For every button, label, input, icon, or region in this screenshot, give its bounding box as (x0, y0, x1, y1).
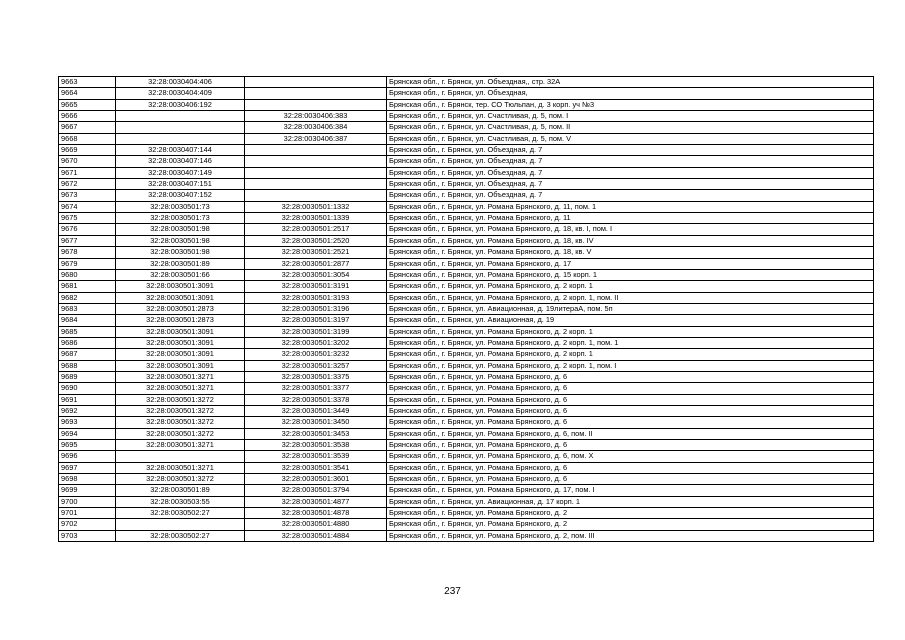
table-row (59, 349, 874, 360)
row-number-cell: 9678 (59, 247, 116, 258)
object-number-cell: 32:28:0030501:3449 (245, 405, 387, 416)
row-number-cell: 9674 (59, 201, 116, 212)
object-number-cell (245, 77, 387, 88)
address-cell: Брянская обл., г. Брянск, тер. СО Тюльпан, д. 3 корп. уч №3 (387, 99, 874, 110)
object-number-cell: 32:28:0030501:4878 (245, 508, 387, 519)
table-row (59, 440, 874, 451)
object-number-cell: 32:28:0030501:2517 (245, 224, 387, 235)
table-row (59, 190, 874, 201)
cadastral-number-cell: 32:28:0030501:3091 (116, 337, 245, 348)
address-cell: Брянская обл., г. Брянск, ул. Романа Брянского, д. 18, кв. V (387, 247, 874, 258)
object-number-cell (245, 145, 387, 156)
row-number-cell: 9696 (59, 451, 116, 462)
address-cell: Брянская обл., г. Брянск, ул. Романа Брянского, д. 11 (387, 213, 874, 224)
cadastral-number-cell: 32:28:0030501:98 (116, 235, 245, 246)
address-cell: Брянская обл., г. Брянск, ул. Объездная, д. 7 (387, 179, 874, 190)
table-row (59, 292, 874, 303)
table-row (59, 417, 874, 428)
address-cell: Брянская обл., г. Брянск, ул. Романа Брянского, д. 2 корп. 1 (387, 326, 874, 337)
table-row (59, 303, 874, 314)
address-cell: Брянская обл., г. Брянск, ул. Романа Брянского, д. 6 (387, 474, 874, 485)
cadastral-number-cell: 32:28:0030407:149 (116, 167, 245, 178)
object-number-cell: 32:28:0030501:3450 (245, 417, 387, 428)
table-row (59, 462, 874, 473)
table-row (59, 371, 874, 382)
object-number-cell: 32:28:0030501:3538 (245, 440, 387, 451)
cadastral-number-cell: 32:28:0030501:98 (116, 247, 245, 258)
object-number-cell: 32:28:0030406:387 (245, 133, 387, 144)
object-number-cell: 32:28:0030501:1339 (245, 213, 387, 224)
row-number-cell: 9675 (59, 213, 116, 224)
object-number-cell: 32:28:0030406:384 (245, 122, 387, 133)
object-number-cell: 32:28:0030501:3199 (245, 326, 387, 337)
object-number-cell: 32:28:0030501:3202 (245, 337, 387, 348)
cadastral-number-cell: 32:28:0030501:2873 (116, 315, 245, 326)
cadastral-number-cell: 32:28:0030501:3271 (116, 462, 245, 473)
address-cell: Брянская обл., г. Брянск, ул. Счастливая, д. 5, пом. II (387, 122, 874, 133)
row-number-cell: 9687 (59, 349, 116, 360)
row-number-cell: 9670 (59, 156, 116, 167)
cadastral-number-cell: 32:28:0030501:89 (116, 485, 245, 496)
cadastral-number-cell: 32:28:0030501:3091 (116, 292, 245, 303)
address-cell: Брянская обл., г. Брянск, ул. Объездная, д. 7 (387, 190, 874, 201)
object-number-cell: 32:28:0030501:3377 (245, 383, 387, 394)
address-cell: Брянская обл., г. Брянск, ул. Романа Брянского, д. 17 (387, 258, 874, 269)
address-cell: Брянская обл., г. Брянск, ул. Объездная,, стр. 32А (387, 77, 874, 88)
cadastral-number-cell: 32:28:0030407:152 (116, 190, 245, 201)
address-cell: Брянская обл., г. Брянск, ул. Объездная, д. 7 (387, 167, 874, 178)
address-cell: Брянская обл., г. Брянск, ул. Романа Брянского, д. 2 (387, 508, 874, 519)
table-row (59, 156, 874, 167)
row-number-cell: 9700 (59, 496, 116, 507)
row-number-cell: 9703 (59, 530, 116, 541)
address-cell: Брянская обл., г. Брянск, ул. Романа Брянского, д. 6, пом. II (387, 428, 874, 439)
page-number: 237 (444, 586, 461, 597)
table-row (59, 474, 874, 485)
row-number-cell: 9691 (59, 394, 116, 405)
table-row (59, 179, 874, 190)
cadastral-number-cell (116, 451, 245, 462)
cadastral-number-cell (116, 133, 245, 144)
address-cell: Брянская обл., г. Брянск, ул. Счастливая, д. 5, пом. V (387, 133, 874, 144)
address-cell: Брянская обл., г. Брянск, ул. Романа Брянского, д. 15 корп. 1 (387, 269, 874, 280)
cadastral-number-cell: 32:28:0030501:3272 (116, 428, 245, 439)
row-number-cell: 9682 (59, 292, 116, 303)
table-row (59, 383, 874, 394)
row-number-cell: 9667 (59, 122, 116, 133)
row-number-cell: 9676 (59, 224, 116, 235)
object-number-cell: 32:28:0030501:3232 (245, 349, 387, 360)
row-number-cell: 9677 (59, 235, 116, 246)
table-row (59, 269, 874, 280)
address-cell: Брянская обл., г. Брянск, ул. Романа Брянского, д. 18, кв. IV (387, 235, 874, 246)
table-row (59, 111, 874, 122)
row-number-cell: 9685 (59, 326, 116, 337)
object-number-cell (245, 99, 387, 110)
table-row (59, 428, 874, 439)
table-row (59, 77, 874, 88)
row-number-cell: 9673 (59, 190, 116, 201)
address-cell: Брянская обл., г. Брянск, ул. Объездная, д. 7 (387, 145, 874, 156)
cadastral-number-cell: 32:28:0030501:3091 (116, 326, 245, 337)
cadastral-number-cell: 32:28:0030501:3272 (116, 474, 245, 485)
cadastral-number-cell: 32:28:0030404:409 (116, 88, 245, 99)
cadastral-number-cell (116, 111, 245, 122)
object-number-cell: 32:28:0030501:3257 (245, 360, 387, 371)
object-number-cell: 32:28:0030501:4877 (245, 496, 387, 507)
cadastral-number-cell: 32:28:0030407:146 (116, 156, 245, 167)
address-cell: Брянская обл., г. Брянск, ул. Романа Брянского, д. 6 (387, 440, 874, 451)
row-number-cell: 9665 (59, 99, 116, 110)
address-cell: Брянская обл., г. Брянск, ул. Авиационная, д. 19 (387, 315, 874, 326)
cadastral-number-cell: 32:28:0030406:192 (116, 99, 245, 110)
row-number-cell: 9690 (59, 383, 116, 394)
address-cell: Брянская обл., г. Брянск, ул. Романа Брянского, д. 6 (387, 417, 874, 428)
address-cell: Брянская обл., г. Брянск, ул. Романа Брянского, д. 2 (387, 519, 874, 530)
cadastral-number-cell: 32:28:0030501:2873 (116, 303, 245, 314)
table-row (59, 394, 874, 405)
cadastral-number-cell: 32:28:0030501:3272 (116, 417, 245, 428)
table-row (59, 485, 874, 496)
address-cell: Брянская обл., г. Брянск, ул. Романа Брянского, д. 6 (387, 394, 874, 405)
address-cell: Брянская обл., г. Брянск, ул. Романа Брянского, д. 6 (387, 462, 874, 473)
row-number-cell: 9668 (59, 133, 116, 144)
row-number-cell: 9664 (59, 88, 116, 99)
row-number-cell: 9686 (59, 337, 116, 348)
table-row (59, 167, 874, 178)
object-number-cell: 32:28:0030501:3601 (245, 474, 387, 485)
address-cell: Брянская обл., г. Брянск, ул. Романа Брянского, д. 17, пом. I (387, 485, 874, 496)
row-number-cell: 9694 (59, 428, 116, 439)
table-row (59, 496, 874, 507)
object-number-cell: 32:28:0030501:3378 (245, 394, 387, 405)
registry-table (58, 76, 874, 542)
row-number-cell: 9692 (59, 405, 116, 416)
cadastral-number-cell: 32:28:0030502:27 (116, 530, 245, 541)
table-row (59, 315, 874, 326)
object-number-cell: 32:28:0030501:3375 (245, 371, 387, 382)
registry-table-body (59, 77, 874, 542)
object-number-cell: 32:28:0030501:3453 (245, 428, 387, 439)
object-number-cell: 32:28:0030501:3539 (245, 451, 387, 462)
address-cell: Брянская обл., г. Брянск, ул. Авиационная, д. 17 корп. 1 (387, 496, 874, 507)
cadastral-number-cell (116, 122, 245, 133)
row-number-cell: 9683 (59, 303, 116, 314)
cadastral-number-cell: 32:28:0030501:73 (116, 213, 245, 224)
object-number-cell: 32:28:0030501:4884 (245, 530, 387, 541)
address-cell: Брянская обл., г. Брянск, ул. Романа Брянского, д. 2, пом. III (387, 530, 874, 541)
object-number-cell (245, 167, 387, 178)
object-number-cell: 32:28:0030501:3541 (245, 462, 387, 473)
table-row (59, 99, 874, 110)
row-number-cell: 9681 (59, 281, 116, 292)
address-cell: Брянская обл., г. Брянск, ул. Объездная, д. 7 (387, 156, 874, 167)
row-number-cell: 9688 (59, 360, 116, 371)
row-number-cell: 9680 (59, 269, 116, 280)
row-number-cell: 9689 (59, 371, 116, 382)
address-cell: Брянская обл., г. Брянск, ул. Романа Брянского, д. 2 корп. 1 (387, 349, 874, 360)
cadastral-number-cell: 32:28:0030501:3271 (116, 440, 245, 451)
table-row (59, 201, 874, 212)
object-number-cell: 32:28:0030406:383 (245, 111, 387, 122)
table-row (59, 258, 874, 269)
object-number-cell: 32:28:0030501:2520 (245, 235, 387, 246)
row-number-cell: 9697 (59, 462, 116, 473)
cadastral-number-cell: 32:28:0030501:3091 (116, 360, 245, 371)
row-number-cell: 9666 (59, 111, 116, 122)
table-row (59, 235, 874, 246)
object-number-cell: 32:28:0030501:2521 (245, 247, 387, 258)
row-number-cell: 9663 (59, 77, 116, 88)
table-row (59, 337, 874, 348)
cadastral-number-cell: 32:28:0030501:66 (116, 269, 245, 280)
table-row (59, 530, 874, 541)
address-cell: Брянская обл., г. Брянск, ул. Романа Брянского, д. 2 корп. 1, пом. 1 (387, 337, 874, 348)
object-number-cell: 32:28:0030501:1332 (245, 201, 387, 212)
row-number-cell: 9702 (59, 519, 116, 530)
address-cell: Брянская обл., г. Брянск, ул. Романа Брянского, д. 2 корп. 1, пом. II (387, 292, 874, 303)
address-cell: Брянская обл., г. Брянск, ул. Романа Брянского, д. 6 (387, 405, 874, 416)
row-number-cell: 9679 (59, 258, 116, 269)
cadastral-number-cell: 32:28:0030501:3271 (116, 371, 245, 382)
row-number-cell: 9699 (59, 485, 116, 496)
table-row (59, 326, 874, 337)
row-number-cell: 9671 (59, 167, 116, 178)
object-number-cell: 32:28:0030501:3197 (245, 315, 387, 326)
address-cell: Брянская обл., г. Брянск, ул. Романа Брянского, д. 2 корп. 1, пом. I (387, 360, 874, 371)
cadastral-number-cell: 32:28:0030502:27 (116, 508, 245, 519)
object-number-cell (245, 88, 387, 99)
cadastral-number-cell: 32:28:0030501:89 (116, 258, 245, 269)
object-number-cell: 32:28:0030501:4880 (245, 519, 387, 530)
cadastral-number-cell: 32:28:0030407:144 (116, 145, 245, 156)
row-number-cell: 9669 (59, 145, 116, 156)
object-number-cell (245, 190, 387, 201)
address-cell: Брянская обл., г. Брянск, ул. Счастливая, д. 5, пом. I (387, 111, 874, 122)
table-row (59, 224, 874, 235)
table-row (59, 281, 874, 292)
address-cell: Брянская обл., г. Брянск, ул. Авиационная, д. 19литераА, пом. 5п (387, 303, 874, 314)
object-number-cell: 32:28:0030501:3193 (245, 292, 387, 303)
cadastral-number-cell: 32:28:0030503:55 (116, 496, 245, 507)
cadastral-number-cell: 32:28:0030501:73 (116, 201, 245, 212)
cadastral-number-cell: 32:28:0030501:3271 (116, 383, 245, 394)
cadastral-number-cell (116, 519, 245, 530)
table-row (59, 122, 874, 133)
object-number-cell: 32:28:0030501:3054 (245, 269, 387, 280)
row-number-cell: 9693 (59, 417, 116, 428)
address-cell: Брянская обл., г. Брянск, ул. Романа Брянского, д. 18, кв. I, пом. I (387, 224, 874, 235)
table-row (59, 451, 874, 462)
table-row (59, 145, 874, 156)
table-row (59, 405, 874, 416)
object-number-cell: 32:28:0030501:3191 (245, 281, 387, 292)
object-number-cell (245, 156, 387, 167)
address-cell: Брянская обл., г. Брянск, ул. Объездная, (387, 88, 874, 99)
table-row (59, 519, 874, 530)
cadastral-number-cell: 32:28:0030407:151 (116, 179, 245, 190)
table-row (59, 508, 874, 519)
address-cell: Брянская обл., г. Брянск, ул. Романа Брянского, д. 6 (387, 371, 874, 382)
row-number-cell: 9684 (59, 315, 116, 326)
object-number-cell (245, 179, 387, 190)
row-number-cell: 9698 (59, 474, 116, 485)
address-cell: Брянская обл., г. Брянск, ул. Романа Брянского, д. 6 (387, 383, 874, 394)
object-number-cell: 32:28:0030501:2877 (245, 258, 387, 269)
table-row (59, 133, 874, 144)
cadastral-number-cell: 32:28:0030501:98 (116, 224, 245, 235)
cadastral-number-cell: 32:28:0030404:406 (116, 77, 245, 88)
address-cell: Брянская обл., г. Брянск, ул. Романа Брянского, д. 2 корп. 1 (387, 281, 874, 292)
address-cell: Брянская обл., г. Брянск, ул. Романа Брянского, д. 6, пом. X (387, 451, 874, 462)
row-number-cell: 9672 (59, 179, 116, 190)
cadastral-number-cell: 32:28:0030501:3272 (116, 405, 245, 416)
cadastral-number-cell: 32:28:0030501:3091 (116, 349, 245, 360)
cadastral-number-cell: 32:28:0030501:3091 (116, 281, 245, 292)
cadastral-number-cell: 32:28:0030501:3272 (116, 394, 245, 405)
table-row (59, 213, 874, 224)
address-cell: Брянская обл., г. Брянск, ул. Романа Брянского, д. 11, пом. 1 (387, 201, 874, 212)
object-number-cell: 32:28:0030501:3794 (245, 485, 387, 496)
table-row (59, 247, 874, 258)
row-number-cell: 9695 (59, 440, 116, 451)
object-number-cell: 32:28:0030501:3196 (245, 303, 387, 314)
table-row (59, 360, 874, 371)
table-row (59, 88, 874, 99)
row-number-cell: 9701 (59, 508, 116, 519)
